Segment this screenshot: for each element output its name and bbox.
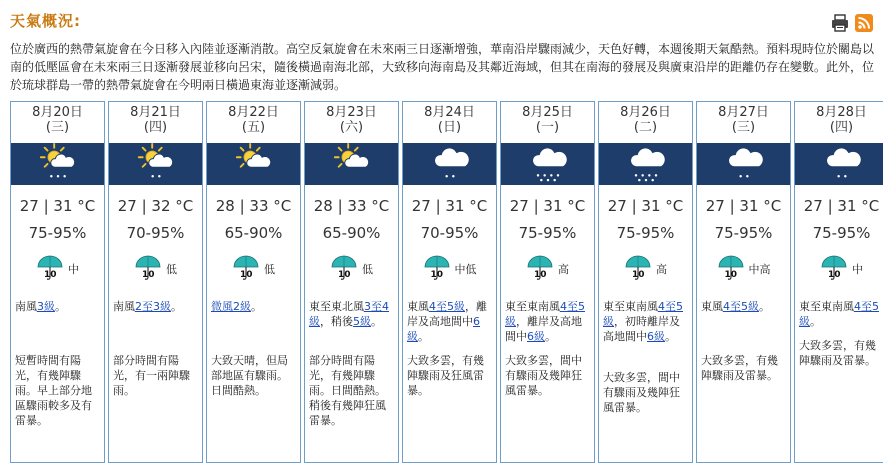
rain-probability-label: 中高 bbox=[748, 263, 771, 276]
date-label: 8月23日 bbox=[326, 105, 377, 120]
wind-force-link[interactable]: 3級 bbox=[37, 300, 55, 313]
wind-force-link[interactable]: 4至5級 bbox=[603, 300, 683, 328]
umbrella-badge: 10 bbox=[338, 270, 351, 280]
wind-force-link[interactable]: 4至5級 bbox=[429, 300, 465, 313]
wind-force-link[interactable]: 6級 bbox=[407, 315, 480, 343]
print-icon[interactable] bbox=[831, 14, 849, 32]
cloud-rain-icon bbox=[822, 142, 862, 186]
forecast-date bbox=[305, 102, 398, 142]
temperature-range: 27 | 31 °C bbox=[411, 197, 488, 215]
rain-probability bbox=[109, 254, 202, 284]
temperature-range: 27 | 31 °C bbox=[803, 197, 880, 215]
page-title: 天氣概況: bbox=[10, 12, 81, 30]
forecast-date bbox=[697, 102, 790, 142]
weekday-label: (五) bbox=[241, 120, 266, 135]
nine-day-forecast bbox=[10, 101, 880, 463]
wind-force-link[interactable]: 3至4級 bbox=[309, 300, 389, 328]
umbrella-icon bbox=[423, 254, 453, 284]
weather-description: 大致多雲，間中有驟雨及幾陣狂風雷暴。 bbox=[505, 354, 582, 397]
temperature-range: 28 | 33 °C bbox=[313, 197, 390, 215]
weather-description: 大致多雲，間中有驟雨及幾陣狂風雷暴。 bbox=[603, 371, 680, 414]
wind-forecast bbox=[603, 299, 688, 344]
wind-force-link[interactable]: 4至5級 bbox=[799, 300, 879, 328]
wind-force-link[interactable]: 5級 bbox=[353, 315, 371, 328]
temperature-range: 27 | 31 °C bbox=[509, 197, 586, 215]
umbrella-badge: 10 bbox=[724, 270, 738, 280]
wind-text: 東風 bbox=[407, 300, 429, 313]
weather-description: 短暫時間有陽光，有幾陣驟雨。早上部分地區驟雨較多及有雷暴。 bbox=[15, 354, 92, 427]
temperature-range: 27 | 32 °C bbox=[117, 197, 194, 215]
weekday-label: (三) bbox=[731, 120, 756, 135]
forecast-date bbox=[403, 102, 496, 142]
wind-force-link[interactable]: 6級 bbox=[527, 330, 545, 343]
weekday-label: (三) bbox=[45, 120, 70, 135]
rain-probability-label: 中 bbox=[68, 263, 79, 276]
weekday-label: (二) bbox=[633, 120, 658, 135]
weekday-label: (六) bbox=[339, 120, 364, 135]
date-label: 8月25日 bbox=[522, 105, 573, 120]
weather-icon-band bbox=[207, 143, 300, 185]
forecast-date bbox=[109, 102, 202, 142]
date-label: 8月27日 bbox=[718, 105, 769, 120]
rain-probability-label: 低 bbox=[166, 263, 177, 276]
weather-icon-band bbox=[501, 143, 594, 185]
weather-description: 大致多雲，有幾陣驟雨及雷暴。 bbox=[701, 354, 778, 382]
wind-force-link[interactable]: 4至5級 bbox=[505, 300, 585, 328]
wind-text: 東至東南風 bbox=[603, 300, 658, 313]
humidity-range: 70-95% bbox=[126, 224, 185, 242]
rain-probability-label: 中 bbox=[852, 263, 863, 276]
wind-force-link[interactable]: 2至3級 bbox=[135, 300, 171, 313]
weekday-label: (日) bbox=[437, 120, 462, 135]
wind-text: 。 bbox=[371, 315, 382, 328]
date-label: 8月28日 bbox=[816, 105, 867, 120]
humidity-range: 65-90% bbox=[224, 224, 283, 242]
weather-summary: 位於廣西的熱帶氣旋會在今日移入內陸並逐漸消散。高空反氣旋會在未來兩三日逐漸增強，華南沿岸驟雨減少，天色好轉，本週後期天氣酷熱。預料現時位於關島以南的低壓區會在未來兩三日逐漸發展並移向呂宋，隨後橫過南海北部，大致移向海南島及其鄰近海域，但其在南海的發展及與廣東沿岸的距離仍存在變數。此外，位於琉球群島一帶的熱帶氣旋會在今明兩日橫過東海並逐漸減弱。 bbox=[10, 42, 875, 92]
umbrella-icon bbox=[134, 254, 164, 284]
wind-text: 南風 bbox=[15, 300, 37, 313]
sun-cloud-icon bbox=[234, 142, 274, 186]
rain-probability bbox=[403, 254, 496, 284]
wind-text: 東至東南風 bbox=[505, 300, 560, 313]
wind-text: 。 bbox=[759, 300, 770, 313]
wind-text: 南風 bbox=[113, 300, 135, 313]
wind-forecast bbox=[505, 299, 590, 344]
cloud-rain-icon bbox=[430, 142, 470, 186]
umbrella-badge: 10 bbox=[142, 270, 155, 280]
wind-text: 東風 bbox=[701, 300, 723, 313]
wind-text: 東至東南風 bbox=[799, 300, 854, 313]
umbrella-icon bbox=[820, 254, 850, 284]
humidity-range: 75-95% bbox=[616, 224, 675, 242]
umbrella-badge: 10 bbox=[534, 270, 547, 280]
humidity-range: 70-95% bbox=[420, 224, 479, 242]
temperature-range: 27 | 31 °C bbox=[607, 197, 684, 215]
weather-description: 部分時間有陽光，有幾陣驟雨。日間酷熱。稍後有幾陣狂風雷暴。 bbox=[309, 354, 386, 427]
umbrella-icon bbox=[232, 254, 262, 284]
wind-forecast bbox=[113, 299, 198, 314]
rain-probability bbox=[501, 254, 594, 284]
weather-description: 大致多雲，有幾陣驟雨及雷暴。 bbox=[799, 339, 876, 367]
date-label: 8月22日 bbox=[228, 105, 279, 120]
wind-text: 。 bbox=[665, 330, 676, 343]
wind-text: ，離岸及高地間中 bbox=[505, 315, 582, 343]
forecast-date bbox=[501, 102, 594, 142]
umbrella-icon bbox=[526, 254, 556, 284]
wind-text: 。 bbox=[251, 300, 262, 313]
umbrella-badge: 10 bbox=[430, 270, 444, 280]
forecast-date bbox=[11, 102, 104, 142]
weekday-label: (四) bbox=[143, 120, 168, 135]
humidity-range: 65-90% bbox=[322, 224, 381, 242]
sun-cloud-icon bbox=[332, 142, 372, 186]
wind-text: 。 bbox=[55, 300, 66, 313]
wind-force-link[interactable]: 4至5 bbox=[723, 300, 748, 313]
forecast-day bbox=[598, 101, 693, 463]
cloud-rain-icon bbox=[724, 142, 764, 186]
rain-probability-label: 低 bbox=[362, 263, 373, 276]
rain-probability bbox=[11, 254, 104, 284]
wind-force-link[interactable]: 6級 bbox=[647, 330, 665, 343]
humidity-range: 75-95% bbox=[812, 224, 871, 242]
weather-icon-band bbox=[11, 143, 104, 185]
rain-probability bbox=[207, 254, 300, 284]
wind-forecast bbox=[701, 299, 786, 314]
forecast-date bbox=[207, 102, 300, 142]
rain-probability bbox=[599, 254, 692, 284]
wind-text: 東至東北風 bbox=[309, 300, 364, 313]
weather-icon-band bbox=[697, 143, 790, 185]
forecast-day bbox=[794, 101, 883, 463]
weather-description: 部分時間有陽光，有一兩陣驟雨。 bbox=[113, 354, 190, 397]
weather-icon-band bbox=[403, 143, 496, 185]
forecast-date bbox=[795, 102, 883, 142]
humidity-range: 75-95% bbox=[714, 224, 773, 242]
date-label: 8月21日 bbox=[130, 105, 181, 120]
rain-probability bbox=[697, 254, 790, 284]
humidity-range: 75-95% bbox=[518, 224, 577, 242]
umbrella-badge: 10 bbox=[828, 270, 841, 280]
weather-icon-band bbox=[599, 143, 692, 185]
wind-text: 。 bbox=[171, 300, 182, 313]
forecast-day bbox=[10, 101, 105, 463]
wind-text: ，離岸及高地間中 bbox=[407, 300, 487, 328]
date-label: 8月26日 bbox=[620, 105, 671, 120]
wind-forecast bbox=[211, 299, 296, 314]
forecast-day bbox=[206, 101, 301, 463]
toolbar bbox=[831, 14, 873, 32]
wind-forecast bbox=[15, 299, 100, 314]
wind-forecast bbox=[799, 299, 883, 329]
forecast-day bbox=[108, 101, 203, 463]
umbrella-icon bbox=[717, 254, 747, 284]
wind-text: ，稍後 bbox=[320, 315, 353, 328]
temperature-range: 27 | 31 °C bbox=[705, 197, 782, 215]
wind-forecast bbox=[309, 299, 394, 329]
cloud-rain-heavy-icon bbox=[626, 142, 666, 186]
forecast-day bbox=[500, 101, 595, 463]
date-label: 8月20日 bbox=[32, 105, 83, 120]
forecast-day bbox=[696, 101, 791, 463]
wind-forecast bbox=[407, 299, 492, 344]
humidity-range: 75-95% bbox=[28, 224, 87, 242]
rain-probability-label: 高 bbox=[656, 263, 667, 276]
weather-icon-band bbox=[305, 143, 398, 185]
rain-probability-label: 中低 bbox=[454, 263, 477, 276]
umbrella-badge: 10 bbox=[44, 270, 57, 280]
weather-description: 大致天晴，但局部地區有驟雨。日間酷熱。 bbox=[211, 354, 288, 397]
forecast-day bbox=[402, 101, 497, 463]
wind-force-link[interactable]: 級 bbox=[748, 300, 759, 313]
sun-cloud-shower-icon bbox=[38, 142, 78, 186]
weekday-label: (一) bbox=[535, 120, 560, 135]
wind-text: 。 bbox=[545, 330, 556, 343]
wind-text: ，初時離岸及高地間中 bbox=[603, 315, 680, 343]
rain-probability bbox=[795, 254, 883, 284]
wind-force-link[interactable]: 微風2級 bbox=[211, 300, 251, 313]
sun-cloud-rain-icon bbox=[136, 142, 176, 186]
umbrella-icon bbox=[624, 254, 654, 284]
umbrella-icon bbox=[36, 254, 66, 284]
wind-text: 。 bbox=[418, 330, 429, 343]
weather-description: 大致多雲，有幾陣驟雨及狂風雷暴。 bbox=[407, 354, 484, 397]
temperature-range: 27 | 31 °C bbox=[19, 197, 96, 215]
forecast-date bbox=[599, 102, 692, 142]
forecast-day bbox=[304, 101, 399, 463]
weather-icon-band bbox=[795, 143, 883, 185]
umbrella-icon bbox=[330, 254, 360, 284]
temperature-range: 28 | 33 °C bbox=[215, 197, 292, 215]
weather-icon-band bbox=[109, 143, 202, 185]
cloud-rain-heavy-icon bbox=[528, 142, 568, 186]
rain-probability bbox=[305, 254, 398, 284]
weekday-label: (四) bbox=[829, 120, 854, 135]
rain-probability-label: 高 bbox=[558, 263, 569, 276]
rss-icon[interactable] bbox=[855, 14, 873, 32]
date-label: 8月24日 bbox=[424, 105, 475, 120]
umbrella-badge: 10 bbox=[240, 270, 253, 280]
umbrella-badge: 10 bbox=[632, 270, 645, 280]
rain-probability-label: 低 bbox=[264, 263, 275, 276]
wind-text: 。 bbox=[810, 315, 821, 328]
